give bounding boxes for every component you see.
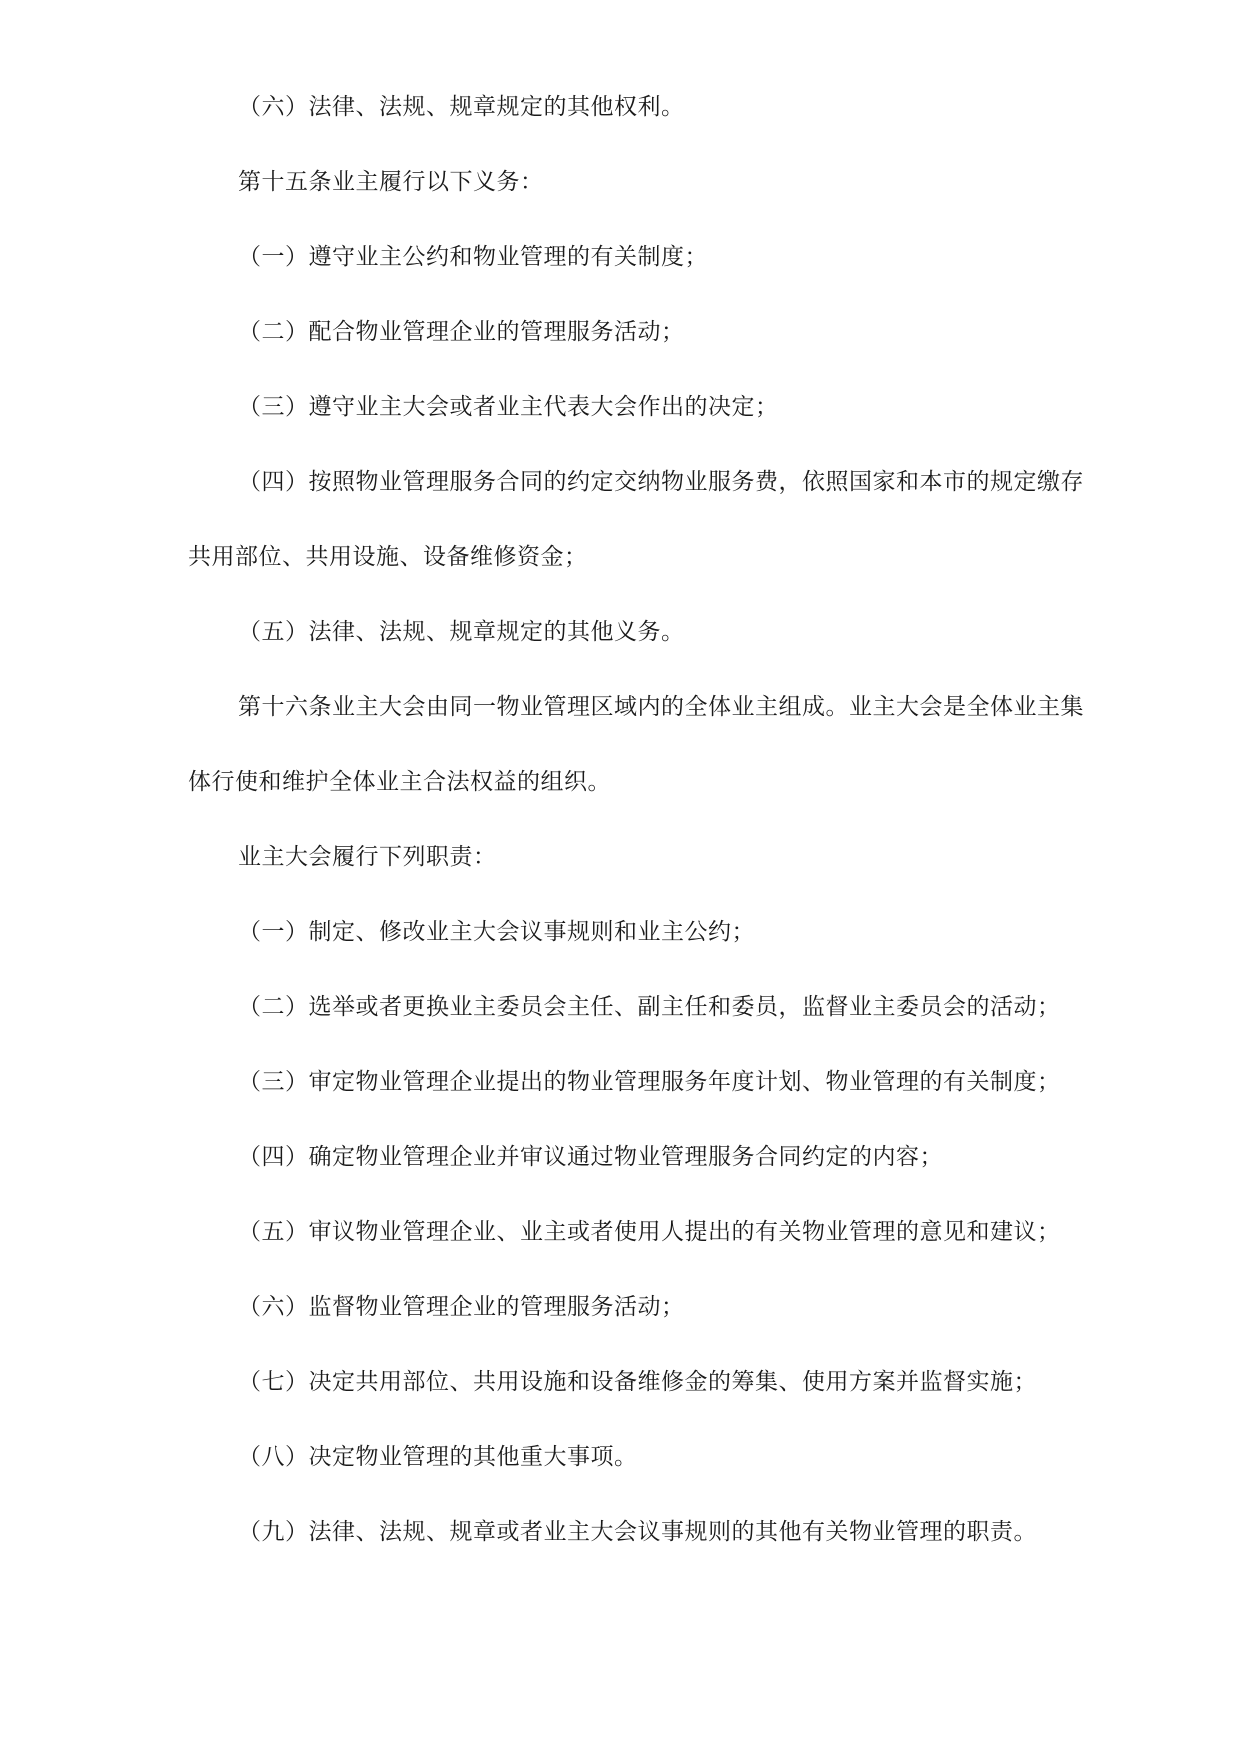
article-heading-15: 第十五条业主履行以下义务： <box>238 169 544 195</box>
text-line: （四）确定物业管理企业并审议通过物业管理服务合同约定的内容； <box>238 1144 943 1170</box>
text-line-continuation: 体行使和维护全体业主合法权益的组织。 <box>188 769 611 795</box>
text-line: （四）按照物业管理服务合同的约定交纳物业服务费，依照国家和本市的规定缴存 <box>238 469 1084 495</box>
text-line: （六）法律、法规、规章规定的其他权利。 <box>238 94 685 120</box>
text-line: （一）遵守业主公约和物业管理的有关制度； <box>238 244 708 270</box>
text-line: 业主大会履行下列职责： <box>238 844 497 870</box>
text-line: （五）审议物业管理企业、业主或者使用人提出的有关物业管理的意见和建议； <box>238 1219 1061 1245</box>
text-line: （八）决定物业管理的其他重大事项。 <box>238 1444 638 1470</box>
text-line: （五）法律、法规、规章规定的其他义务。 <box>238 619 685 645</box>
text-line: （一）制定、修改业主大会议事规则和业主公约； <box>238 919 755 945</box>
text-line: （六）监督物业管理企业的管理服务活动； <box>238 1294 685 1320</box>
text-line: （三）审定物业管理企业提出的物业管理服务年度计划、物业管理的有关制度； <box>238 1069 1061 1095</box>
text-line: （九）法律、法规、规章或者业主大会议事规则的其他有关物业管理的职责。 <box>238 1519 1037 1545</box>
document-body <box>188 70 1148 1570</box>
text-line: （七）决定共用部位、共用设施和设备维修金的筹集、使用方案并监督实施； <box>238 1369 1037 1395</box>
text-line: （二）配合物业管理企业的管理服务活动； <box>238 319 685 345</box>
text-line-continuation: 共用部位、共用设施、设备维修资金； <box>188 544 588 570</box>
article-heading-16: 第十六条业主大会由同一物业管理区域内的全体业主组成。业主大会是全体业主集 <box>238 694 1084 720</box>
text-line: （二）选举或者更换业主委员会主任、副主任和委员，监督业主委员会的活动； <box>238 994 1061 1020</box>
text-line: （三）遵守业主大会或者业主代表大会作出的决定； <box>238 394 779 420</box>
